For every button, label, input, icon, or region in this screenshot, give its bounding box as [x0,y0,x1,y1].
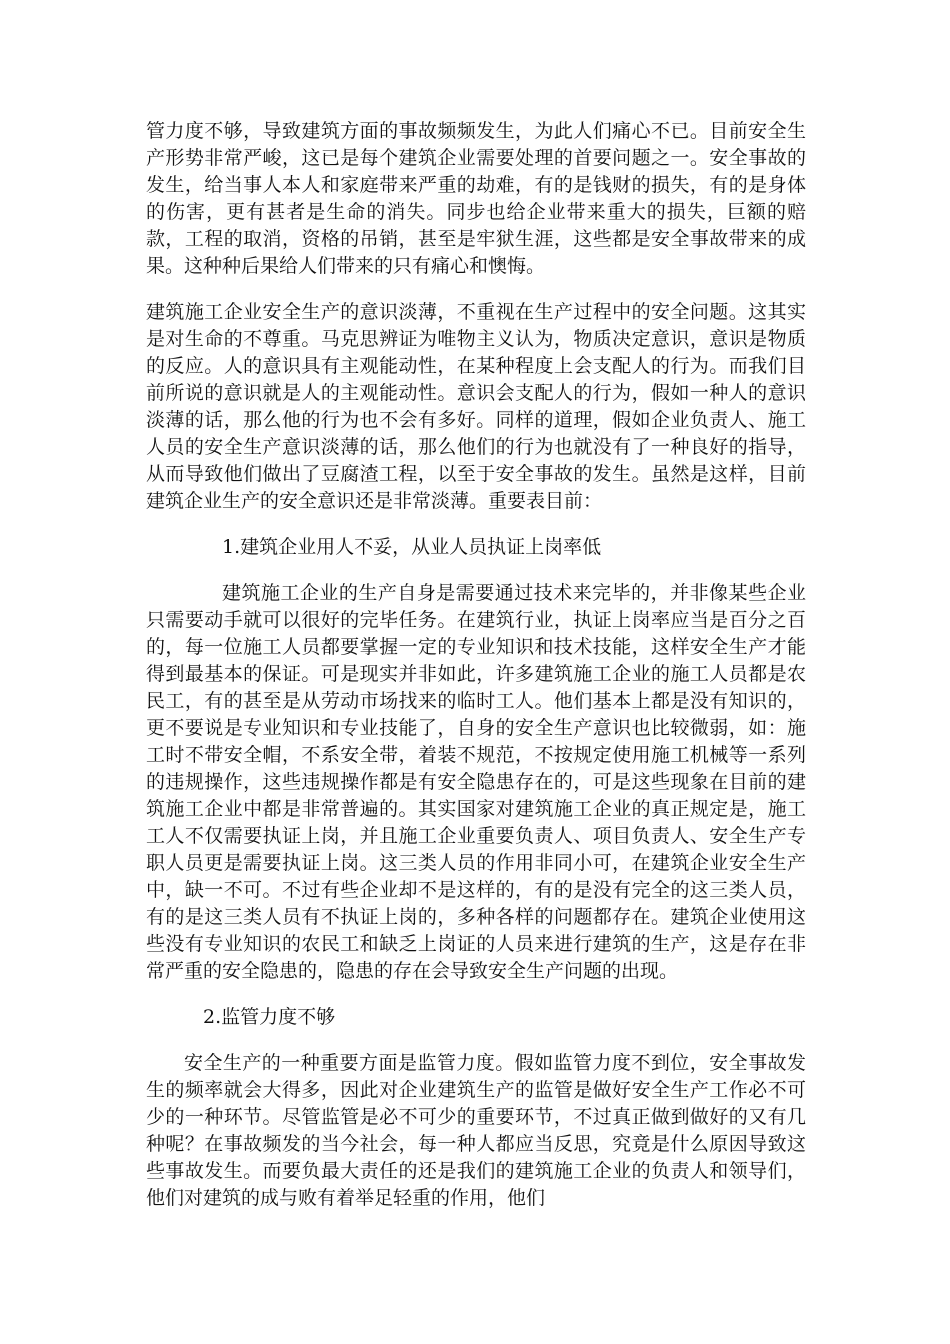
paragraph-section-2: 安全生产的一种重要方面是监管力度。假如监管力度不到位，安全事故发生的频率就会大得多，因此对企业建筑生产的监管是做好安全生产工作必不可少的一种环节。尽管监管是必不可少的重要环节，不过真正做到做好的又有几种呢？在事故频发的当今社会，每一种人都应当反思，究竟是什么原因导致这些事故发生。而要负最大责任的还是我们的建筑施工企业的负责人和领导们，他们对建筑的成与败有着举足轻重的作用，他们 [146,1052,806,1209]
paragraph-section-1: 建筑施工企业的生产自身是需要通过技术来完毕的，并非像某些企业只需要动手就可以很好的完毕任务。在建筑行业，执证上岗率应当是百分之百的，每一位施工人员都要掌握一定的专业知识和技术技能，这样安全生产才能得到最基本的保证。可是现实并非如此，许多建筑施工企业的施工人员都是农民工，有的甚至是从劳动市场找来的临时工人。他们基本上都是没有知识的，更不要说是专业知识和专业技能了，自身的安全生产意识也比较微弱，如：施工时不带安全帽，不系安全带，着装不规范，不按规定使用施工机械等一系列的违规操作，这些违规操作都是有安全隐患存在的，可是这些现象在目前的建筑施工企业中都是非常普遍的。其实国家对建筑施工企业的真正规定是，施工工人不仅需要执证上岗，并且施工企业重要负责人、项目负责人、安全生产专职人员更是需要执证上岗。这三类人员的作用非同小可，在建筑企业安全生产中，缺一不可。不过有些企业却不是这样的，有的是没有完全的这三类人员，有的是这三类人员有不执证上岗的，多种各样的问题都存在。建筑企业使用这些没有专业知识的农民工和缺乏上岗证的人员来进行建筑的生产，这是存在非常严重的安全隐患的，隐患的存在会导致安全生产问题的出现。 [146,582,806,982]
paragraph-intro: 管力度不够，导致建筑方面的事故频频发生，为此人们痛心不已。目前安全生产形势非常严峻，这已是每个建筑企业需要处理的首要问题之一。安全事故的发生，给当事人本人和家庭带来严重的劫难，有的是钱财的损失，有的是身体的伤害，更有甚者是生命的消失。同步也给企业带来重大的损失，巨额的赔款，工程的取消，资格的吊销，甚至是牢狱生涯，这些都是安全事故带来的成果。这种种后果给人们带来的只有痛心和懊悔。 [146,120,806,277]
document-body [146,118,806,1231]
paragraph-awareness: 建筑施工企业安全生产的意识淡薄，不重视在生产过程中的安全问题。这其实是对生命的不尊重。马克思辨证为唯物主义认为，物质决定意识，意识是物质的反应。人的意识具有主观能动性，在某种程度上会支配人的行为。而我们目前所说的意识就是人的主观能动性。意识会支配人的行为，假如一种人的意识淡薄的话，那么他的行为也不会有多好。同样的道理，假如企业负责人、施工人员的安全生产意识淡薄的话，那么他们的行为也就没有了一种良好的指导，从而导致他们做出了豆腐渣工程，以至于安全事故的发生。虽然是这样，目前建筑企业生产的安全意识还是非常淡薄。重要表目前： [146,301,806,512]
section-heading-2: 2.监管力度不够 [203,1006,336,1028]
section-heading-1: 1.建筑企业用人不妥，从业人员执证上岗率低 [222,536,602,558]
